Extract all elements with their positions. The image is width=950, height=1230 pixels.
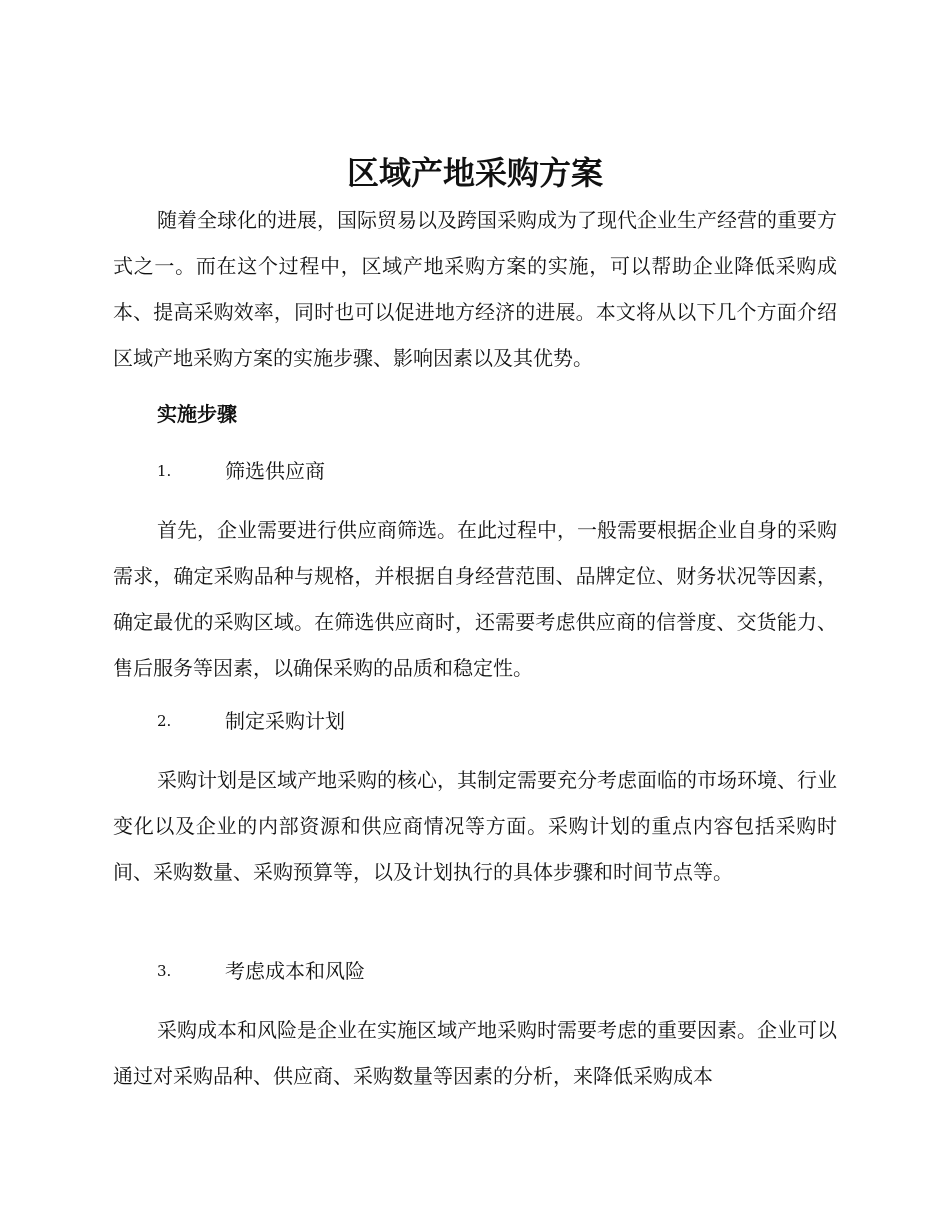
intro-paragraph: 随着全球化的进展，国际贸易以及跨国采购成为了现代企业生产经营的重要方式之一。而在这个过程中，区域产地采购方案的实施，可以帮助企业降低采购成本、提高采购效率，同时也可以促进地方经济的进展。本文将从以下几个方面介绍区域产地采购方案的实施步骤、影响因素以及其优势。 <box>113 208 837 370</box>
step-3-label: 考虑成本和风险 <box>225 959 365 983</box>
step-3-paragraph: 采购成本和风险是企业在实施区域产地采购时需要考虑的重要因素。企业可以通过对采购品种、供应商、采购数量等因素的分析，来降低采购成本 <box>113 1018 837 1088</box>
step-3-number: 3. <box>157 962 172 980</box>
section-heading: 实施步骤 <box>157 402 237 426</box>
step-1-number: 1. <box>157 462 172 480</box>
step-1-label: 筛选供应商 <box>225 459 325 483</box>
document-title: 区域产地采购方案 <box>346 154 603 192</box>
step-2-number: 2. <box>157 712 172 730</box>
step-2-paragraph: 采购计划是区域产地采购的核心，其制定需要充分考虑面临的市场环境、行业变化以及企业的内部资源和供应商情况等方面。采购计划的重点内容包括采购时间、采购数量、采购预算等，以及计划执行的具体步骤和时间节点等。 <box>113 768 837 884</box>
step-1-paragraph: 首先，企业需要进行供应商筛选。在此过程中，一般需要根据企业自身的采购需求，确定采购品种与规格，并根据自身经营范围、品牌定位、财务状况等因素，确定最优的采购区域。在筛选供应商时，还需要考虑供应商的信誉度、交货能力、售后服务等因素，以确保采购的品质和稳定性。 <box>113 518 837 680</box>
step-2-label: 制定采购计划 <box>225 709 345 733</box>
